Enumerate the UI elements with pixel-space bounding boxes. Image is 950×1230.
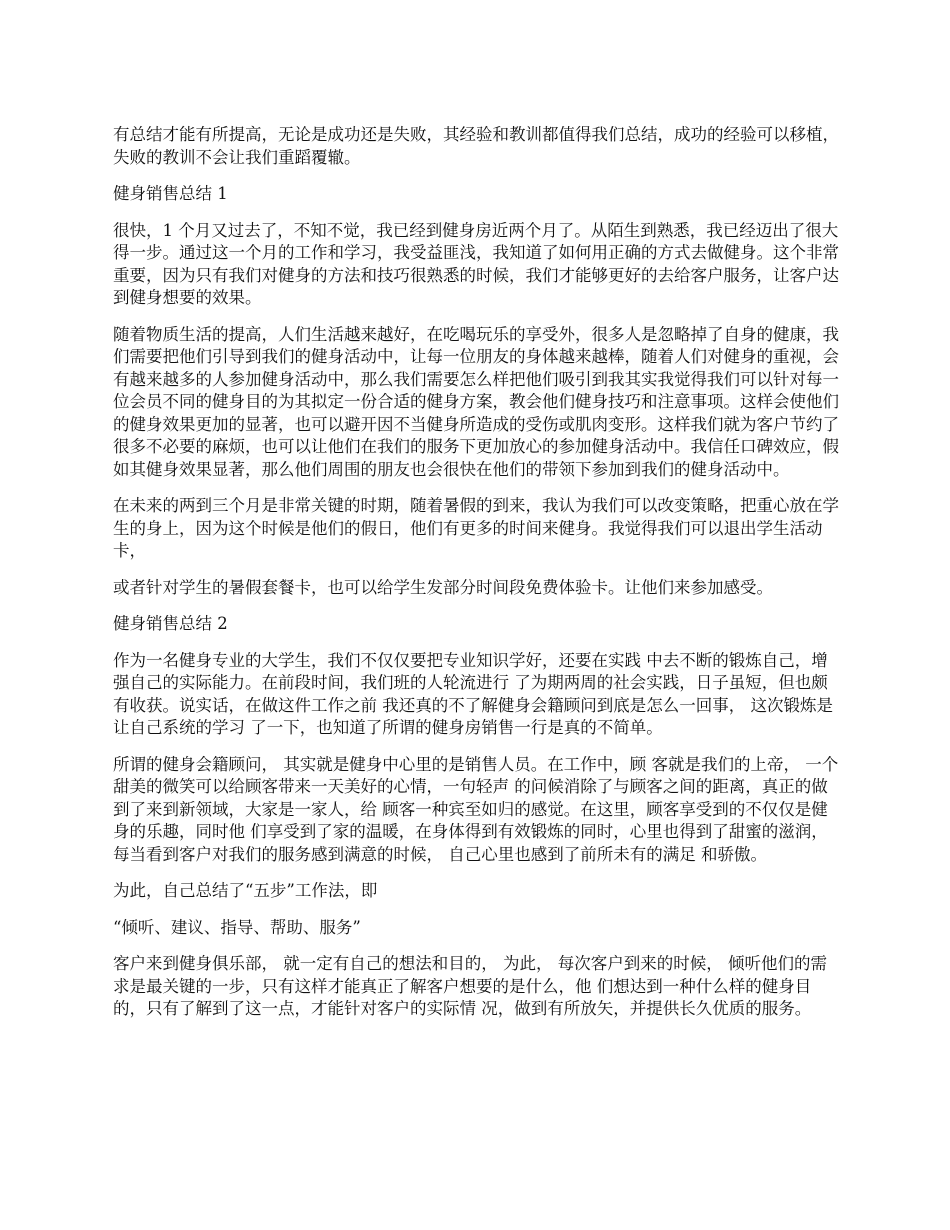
section-2-paragraph-3: 为此，自己总结了“五步”工作法，即 <box>113 881 378 900</box>
section-1-paragraph-2: 随着物质生活的提高，人们生活越来越好，在吃喝玩乐的享受外，很多人是忽略掉了自身的健康，我们需要把他们引导到我们的健身活动中，让每一位朋友的身体越来越棒，随着人们对健身的重视，会有越来越多的人参加健身活动中，那么我们需要怎么样把他们吸引到我其实我觉得我们可以针对每一位会员不同的健身目的为其拟定一份合适的健身方案，教会他们健身技巧和注意事项。这样会使他们的健身效果更加的显著，也可以避开因不当健身所造成的受伤或肌肉变形。这样我们就为客户节约了很多不必要的麻烦，也可以让他们在我们的服务下更加放心的参加健身活动中。我信任口碑效应，假如其健身效果显著，那么他们周围的朋友也会很快在他们的带领下参加到我们的健身活动中。 <box>113 324 839 479</box>
section-2-paragraph-2: 所谓的健身会籍顾问， 其实就是健身中心里的是销售人员。在工作中，顾 客就是我们的上帝， 一个甜美的微笑可以给顾客带来一天美好的心情，一句轻声 的问候消除了与顾客之间的距离，真正的做到了来到新领域，大家是一家人，给 顾客一种宾至如归的感觉。在这里，顾客享受到的不仅仅是健身的乐趣，同时他 们享受到了家的温暖，在身体得到有效锻炼的同时，心里也得到了甜蜜的滋润， 每当看到客户对我们的服务感到满意的时候， 自己心里也感到了前所未有的满足 和骄傲。 <box>113 754 839 864</box>
section-2-paragraph-1: 作为一名健身专业的大学生，我们不仅仅要把专业知识学好，还要在实践 中去不断的锻炼自己，增强自己的实际能力。在前段时间，我们班的人轮流进行 了为期两周的社会实践，日子虽短，但也颇有收获。说实话，在做这件工作之前 我还真的不了解健身会籍顾问到底是怎么一回事， 这次锻炼是让自己系统的学习 了一下，也知道了所谓的健身房销售一行是真的不简单。 <box>113 650 833 737</box>
section-1-paragraph-1: 很快，1 个月又过去了，不知不觉，我已经到健身房近两个月了。从陌生到熟悉，我已经迈出了很大得一步。通过这一个月的工作和学习，我受益匪浅，我知道了如何用正确的方式去做健身。这个非常重要，因为只有我们对健身的方法和技巧很熟悉的时候，我们才能够更好的去给客户服务，让客户达到健身想要的效果。 <box>113 220 839 307</box>
section-2-heading: 健身销售总结 2 <box>113 614 228 633</box>
intro-paragraph: 有总结才能有所提高，无论是成功还是失败，其经验和教训都值得我们总结，成功的经验可以移植，失败的教训不会让我们重蹈覆辙。 <box>113 125 839 167</box>
section-2-paragraph-4: “倾听、建议、指导、帮助、服务” <box>113 917 361 937</box>
section-1-paragraph-3: 在未来的两到三个月是非常关键的时期，随着暑假的到来，我认为我们可以改变策略，把重心放在学生的身上，因为这个时候是他们的假日，他们有更多的时间来健身。我觉得我们可以退出学生活动卡， <box>113 496 839 560</box>
document-page <box>113 124 841 1035</box>
section-1-heading: 健身销售总结 1 <box>113 184 228 203</box>
section-2-paragraph-5: 客户来到健身俱乐部， 就一定有自己的想法和目的， 为此， 每次客户到来的时候， 倾听他们的需求是最关键的一步，只有这样才能真正了解客户想要的是什么，他 们想达到一种什么样的健身目的，只有了解到了这一点，才能针对客户的实际情 况，做到有所放矢，并提供长久优质的服务。 <box>113 954 827 1018</box>
section-1-paragraph-4: 或者针对学生的暑假套餐卡，也可以给学生发部分时间段免费体验卡。让他们来参加感受。 <box>113 577 773 597</box>
